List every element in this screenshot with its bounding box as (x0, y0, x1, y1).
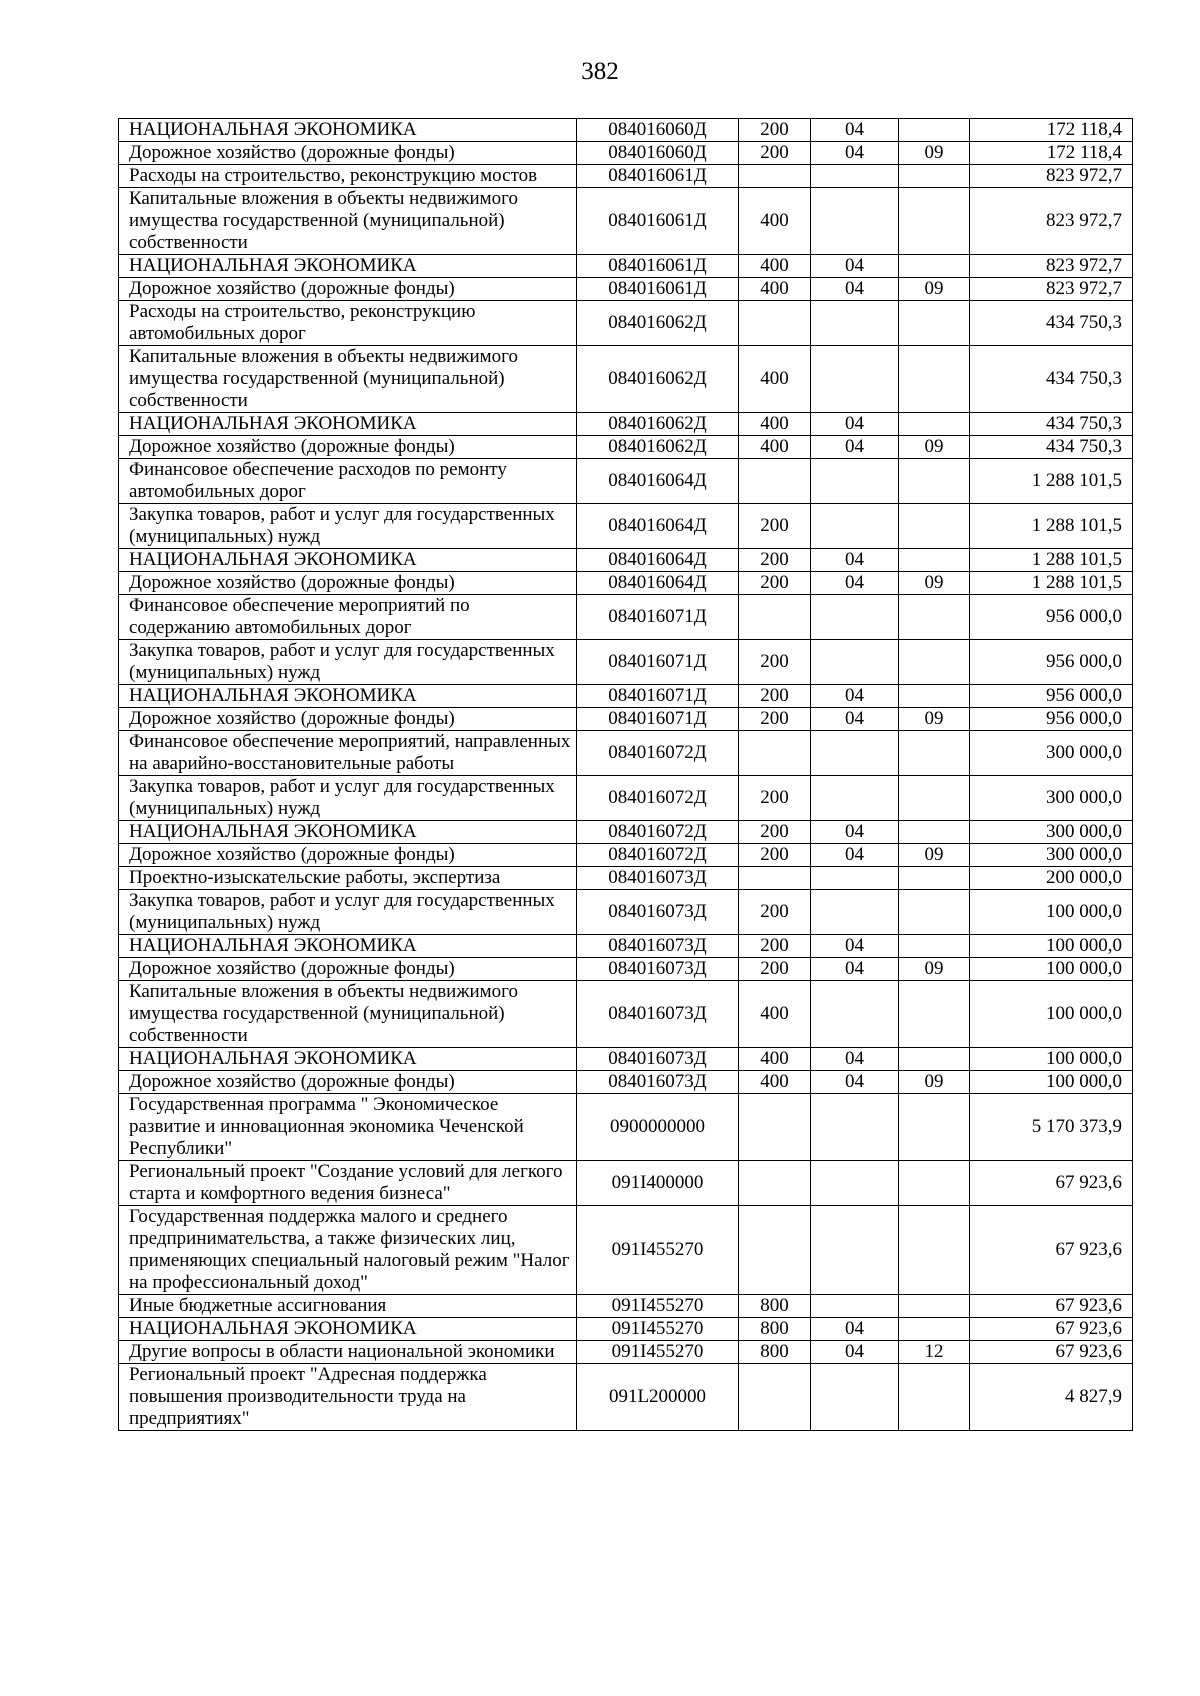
row-subsection: 09 (899, 278, 970, 301)
row-amount: 300 000,0 (970, 821, 1133, 844)
row-vid (739, 301, 811, 346)
row-vid: 400 (739, 1048, 811, 1071)
row-section (811, 1161, 899, 1206)
row-amount: 100 000,0 (970, 1048, 1133, 1071)
row-code: 091I455270 (577, 1206, 739, 1295)
row-vid: 400 (739, 436, 811, 459)
row-vid: 200 (739, 776, 811, 821)
row-subsection (899, 935, 970, 958)
row-name: Финансовое обеспечение расходов по ремонту автомобильных дорог (119, 459, 577, 504)
row-vid (739, 1364, 811, 1431)
row-section (811, 188, 899, 255)
table-row (119, 1206, 1133, 1295)
row-section (811, 595, 899, 640)
row-amount: 100 000,0 (970, 1071, 1133, 1094)
row-code: 084016071Д (577, 708, 739, 731)
row-name: Расходы на строительство, реконструкцию автомобильных дорог (119, 301, 577, 346)
row-code: 091I455270 (577, 1295, 739, 1318)
row-name: Закупка товаров, работ и услуг для государственных (муниципальных) нужд (119, 890, 577, 935)
row-vid (739, 1161, 811, 1206)
row-vid: 400 (739, 278, 811, 301)
row-code: 084016072Д (577, 776, 739, 821)
row-amount: 434 750,3 (970, 413, 1133, 436)
row-subsection: 09 (899, 436, 970, 459)
row-code: 084016073Д (577, 1048, 739, 1071)
row-subsection: 09 (899, 708, 970, 731)
row-amount: 172 118,4 (970, 119, 1133, 142)
row-amount: 67 923,6 (970, 1318, 1133, 1341)
row-vid: 800 (739, 1341, 811, 1364)
row-section (811, 1364, 899, 1431)
row-section: 04 (811, 844, 899, 867)
row-subsection (899, 981, 970, 1048)
row-amount: 67 923,6 (970, 1295, 1133, 1318)
row-vid: 200 (739, 504, 811, 549)
row-subsection: 09 (899, 1071, 970, 1094)
row-code: 084016062Д (577, 436, 739, 459)
row-section: 04 (811, 685, 899, 708)
row-subsection (899, 1206, 970, 1295)
row-section: 04 (811, 119, 899, 142)
row-code: 084016073Д (577, 867, 739, 890)
table-row (119, 165, 1133, 188)
row-section: 04 (811, 572, 899, 595)
row-name: Дорожное хозяйство (дорожные фонды) (119, 436, 577, 459)
row-amount: 100 000,0 (970, 890, 1133, 935)
row-code: 084016061Д (577, 278, 739, 301)
row-section (811, 890, 899, 935)
row-code: 084016071Д (577, 685, 739, 708)
row-name: Закупка товаров, работ и услуг для государственных (муниципальных) нужд (119, 776, 577, 821)
row-name: Капитальные вложения в объекты недвижимого имущества государственной (муниципальной) собственности (119, 346, 577, 413)
row-name: Государственная поддержка малого и среднего предпринимательства, а также физических лиц, применяющих специальный налоговый режим "Налог на профессиональный доход" (119, 1206, 577, 1295)
row-subsection: 09 (899, 572, 970, 595)
row-subsection (899, 413, 970, 436)
row-amount: 67 923,6 (970, 1341, 1133, 1364)
row-section: 04 (811, 708, 899, 731)
table-row (119, 821, 1133, 844)
table-row (119, 1161, 1133, 1206)
row-vid: 200 (739, 935, 811, 958)
row-code: 084016071Д (577, 595, 739, 640)
row-code: 091I455270 (577, 1341, 739, 1364)
row-name: Дорожное хозяйство (дорожные фонды) (119, 708, 577, 731)
table-row (119, 867, 1133, 890)
row-subsection (899, 504, 970, 549)
row-vid: 400 (739, 188, 811, 255)
row-vid: 200 (739, 844, 811, 867)
row-subsection (899, 1364, 970, 1431)
row-name: НАЦИОНАЛЬНАЯ ЭКОНОМИКА (119, 935, 577, 958)
table-row (119, 776, 1133, 821)
row-code: 084016073Д (577, 958, 739, 981)
row-amount: 823 972,7 (970, 165, 1133, 188)
row-vid: 200 (739, 685, 811, 708)
table-row (119, 685, 1133, 708)
row-name: Дорожное хозяйство (дорожные фонды) (119, 572, 577, 595)
row-amount: 956 000,0 (970, 685, 1133, 708)
row-code: 091L200000 (577, 1364, 739, 1431)
row-code: 084016061Д (577, 188, 739, 255)
row-subsection (899, 1094, 970, 1161)
table-row (119, 255, 1133, 278)
row-section (811, 165, 899, 188)
budget-table-body (119, 119, 1133, 1431)
row-section: 04 (811, 255, 899, 278)
row-amount: 67 923,6 (970, 1161, 1133, 1206)
row-name: Финансовое обеспечение мероприятий по содержанию автомобильных дорог (119, 595, 577, 640)
row-code: 084016061Д (577, 165, 739, 188)
row-amount: 300 000,0 (970, 776, 1133, 821)
row-section (811, 867, 899, 890)
row-section (811, 504, 899, 549)
table-row (119, 346, 1133, 413)
row-vid: 200 (739, 142, 811, 165)
row-name: НАЦИОНАЛЬНАЯ ЭКОНОМИКА (119, 255, 577, 278)
row-section: 04 (811, 413, 899, 436)
row-section (811, 1295, 899, 1318)
row-amount: 956 000,0 (970, 640, 1133, 685)
table-row (119, 935, 1133, 958)
row-amount: 823 972,7 (970, 188, 1133, 255)
table-row (119, 981, 1133, 1048)
row-amount: 1 288 101,5 (970, 572, 1133, 595)
table-row (119, 1364, 1133, 1431)
row-subsection (899, 301, 970, 346)
row-subsection (899, 890, 970, 935)
table-row (119, 549, 1133, 572)
row-amount: 956 000,0 (970, 708, 1133, 731)
row-section (811, 346, 899, 413)
row-amount: 200 000,0 (970, 867, 1133, 890)
table-row (119, 142, 1133, 165)
row-code: 084016062Д (577, 413, 739, 436)
row-section (811, 776, 899, 821)
row-code: 084016062Д (577, 301, 739, 346)
row-code: 084016064Д (577, 549, 739, 572)
row-name: Государственная программа " Экономическое развитие и инновационная экономика Чеченской Республики" (119, 1094, 577, 1161)
table-row (119, 459, 1133, 504)
row-subsection (899, 1318, 970, 1341)
row-code: 084016062Д (577, 346, 739, 413)
row-section (811, 1206, 899, 1295)
row-code: 084016073Д (577, 981, 739, 1048)
row-name: НАЦИОНАЛЬНАЯ ЭКОНОМИКА (119, 549, 577, 572)
row-name: Дорожное хозяйство (дорожные фонды) (119, 278, 577, 301)
row-amount: 434 750,3 (970, 346, 1133, 413)
row-name: Другие вопросы в области национальной экономики (119, 1341, 577, 1364)
row-name: НАЦИОНАЛЬНАЯ ЭКОНОМИКА (119, 119, 577, 142)
table-row (119, 1071, 1133, 1094)
row-code: 0900000000 (577, 1094, 739, 1161)
row-name: НАЦИОНАЛЬНАЯ ЭКОНОМИКА (119, 1318, 577, 1341)
row-amount: 956 000,0 (970, 595, 1133, 640)
table-row (119, 1048, 1133, 1071)
row-section: 04 (811, 549, 899, 572)
row-vid (739, 731, 811, 776)
row-amount: 67 923,6 (970, 1206, 1133, 1295)
row-subsection (899, 640, 970, 685)
row-code: 084016064Д (577, 459, 739, 504)
row-name: Региональный проект "Создание условий для легкого старта и комфортного ведения бизнеса" (119, 1161, 577, 1206)
row-vid (739, 1094, 811, 1161)
row-section (811, 640, 899, 685)
row-section (811, 731, 899, 776)
row-amount: 300 000,0 (970, 844, 1133, 867)
row-amount: 1 288 101,5 (970, 549, 1133, 572)
row-amount: 1 288 101,5 (970, 459, 1133, 504)
row-amount: 300 000,0 (970, 731, 1133, 776)
row-vid (739, 867, 811, 890)
row-code: 084016073Д (577, 935, 739, 958)
row-subsection (899, 867, 970, 890)
row-subsection (899, 821, 970, 844)
row-section: 04 (811, 958, 899, 981)
row-name: Капитальные вложения в объекты недвижимого имущества государственной (муниципальной) собственности (119, 188, 577, 255)
row-subsection (899, 1048, 970, 1071)
row-code: 084016072Д (577, 821, 739, 844)
row-name: Дорожное хозяйство (дорожные фонды) (119, 844, 577, 867)
row-name: НАЦИОНАЛЬНАЯ ЭКОНОМИКА (119, 821, 577, 844)
row-subsection (899, 685, 970, 708)
table-row (119, 504, 1133, 549)
row-amount: 823 972,7 (970, 278, 1133, 301)
row-subsection (899, 1295, 970, 1318)
row-subsection (899, 165, 970, 188)
row-name: Капитальные вложения в объекты недвижимого имущества государственной (муниципальной) собственности (119, 981, 577, 1048)
row-vid (739, 595, 811, 640)
row-section: 04 (811, 935, 899, 958)
row-section: 04 (811, 821, 899, 844)
row-section: 04 (811, 1048, 899, 1071)
row-subsection (899, 346, 970, 413)
row-amount: 100 000,0 (970, 981, 1133, 1048)
row-section (811, 459, 899, 504)
row-name: Закупка товаров, работ и услуг для государственных (муниципальных) нужд (119, 504, 577, 549)
row-amount: 172 118,4 (970, 142, 1133, 165)
row-name: Проектно-изыскательские работы, экспертиза (119, 867, 577, 890)
row-name: НАЦИОНАЛЬНАЯ ЭКОНОМИКА (119, 685, 577, 708)
row-amount: 100 000,0 (970, 935, 1133, 958)
row-name: Дорожное хозяйство (дорожные фонды) (119, 142, 577, 165)
row-code: 084016072Д (577, 731, 739, 776)
row-amount: 823 972,7 (970, 255, 1133, 278)
table-row (119, 1341, 1133, 1364)
row-name: Региональный проект "Адресная поддержка повышения производительности труда на предприятиях" (119, 1364, 577, 1431)
table-row (119, 958, 1133, 981)
row-vid (739, 459, 811, 504)
row-section: 04 (811, 278, 899, 301)
row-code: 084016072Д (577, 844, 739, 867)
row-name: Закупка товаров, работ и услуг для государственных (муниципальных) нужд (119, 640, 577, 685)
row-vid: 200 (739, 572, 811, 595)
row-amount: 5 170 373,9 (970, 1094, 1133, 1161)
row-vid: 400 (739, 1071, 811, 1094)
table-row (119, 1295, 1133, 1318)
row-code: 084016061Д (577, 255, 739, 278)
row-vid: 800 (739, 1318, 811, 1341)
row-section (811, 981, 899, 1048)
row-section (811, 301, 899, 346)
row-vid: 400 (739, 255, 811, 278)
page-number: 382 (581, 58, 619, 85)
row-vid: 200 (739, 119, 811, 142)
row-code: 084016073Д (577, 890, 739, 935)
row-name: Дорожное хозяйство (дорожные фонды) (119, 1071, 577, 1094)
row-vid: 200 (739, 821, 811, 844)
row-name: Расходы на строительство, реконструкцию мостов (119, 165, 577, 188)
row-section: 04 (811, 1071, 899, 1094)
row-code: 084016060Д (577, 142, 739, 165)
table-row (119, 188, 1133, 255)
row-subsection (899, 459, 970, 504)
row-code: 084016073Д (577, 1071, 739, 1094)
row-amount: 100 000,0 (970, 958, 1133, 981)
row-vid: 400 (739, 413, 811, 436)
row-subsection (899, 255, 970, 278)
row-section: 04 (811, 436, 899, 459)
row-code: 084016064Д (577, 504, 739, 549)
table-row (119, 301, 1133, 346)
row-subsection (899, 731, 970, 776)
row-subsection: 12 (899, 1341, 970, 1364)
row-code: 091I400000 (577, 1161, 739, 1206)
row-vid: 400 (739, 981, 811, 1048)
budget-table (118, 118, 1133, 1431)
table-row (119, 731, 1133, 776)
row-vid: 200 (739, 549, 811, 572)
row-code: 084016071Д (577, 640, 739, 685)
row-subsection (899, 595, 970, 640)
row-subsection: 09 (899, 844, 970, 867)
row-vid (739, 1206, 811, 1295)
table-row (119, 436, 1133, 459)
row-amount: 434 750,3 (970, 301, 1133, 346)
row-code: 091I455270 (577, 1318, 739, 1341)
row-name: Дорожное хозяйство (дорожные фонды) (119, 958, 577, 981)
table-row (119, 708, 1133, 731)
table-row (119, 413, 1133, 436)
table-row (119, 595, 1133, 640)
row-subsection (899, 119, 970, 142)
row-section (811, 1094, 899, 1161)
row-amount: 4 827,9 (970, 1364, 1133, 1431)
table-row (119, 119, 1133, 142)
row-code: 084016064Д (577, 572, 739, 595)
row-name: НАЦИОНАЛЬНАЯ ЭКОНОМИКА (119, 413, 577, 436)
row-subsection (899, 188, 970, 255)
row-section: 04 (811, 1341, 899, 1364)
table-row (119, 890, 1133, 935)
row-section: 04 (811, 1318, 899, 1341)
row-section: 04 (811, 142, 899, 165)
row-vid: 800 (739, 1295, 811, 1318)
row-vid (739, 165, 811, 188)
table-row (119, 572, 1133, 595)
row-subsection: 09 (899, 958, 970, 981)
row-subsection (899, 776, 970, 821)
table-row (119, 278, 1133, 301)
row-name: НАЦИОНАЛЬНАЯ ЭКОНОМИКА (119, 1048, 577, 1071)
row-vid: 200 (739, 708, 811, 731)
row-vid: 200 (739, 958, 811, 981)
table-row (119, 1094, 1133, 1161)
row-subsection (899, 1161, 970, 1206)
table-row (119, 844, 1133, 867)
row-subsection: 09 (899, 142, 970, 165)
row-vid: 200 (739, 890, 811, 935)
row-code: 084016060Д (577, 119, 739, 142)
row-subsection (899, 549, 970, 572)
row-name: Иные бюджетные ассигнования (119, 1295, 577, 1318)
row-vid: 200 (739, 640, 811, 685)
row-name: Финансовое обеспечение мероприятий, направленных на аварийно-восстановительные работы (119, 731, 577, 776)
table-row (119, 1318, 1133, 1341)
row-amount: 1 288 101,5 (970, 504, 1133, 549)
row-vid: 400 (739, 346, 811, 413)
row-amount: 434 750,3 (970, 436, 1133, 459)
table-row (119, 640, 1133, 685)
